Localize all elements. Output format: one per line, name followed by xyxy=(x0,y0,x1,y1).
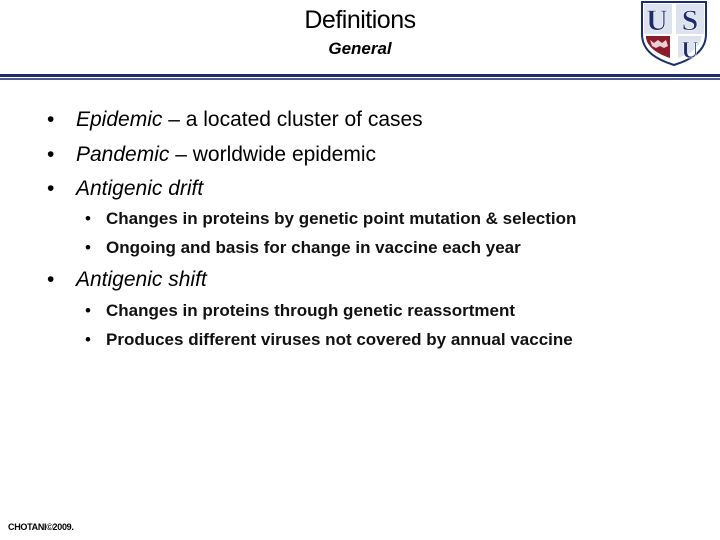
sub-bullet-drift-mutation: Changes in proteins by genetic point mutation & selection xyxy=(106,209,577,228)
slide-title: Definitions xyxy=(304,6,416,34)
bullet-text: – worldwide epidemic xyxy=(169,143,376,166)
sub-bullet-marker: • xyxy=(85,209,91,228)
bullet-term: Antigenic shift xyxy=(76,268,207,291)
bullet-text: – a located cluster of cases xyxy=(162,108,423,131)
bullet-item-epidemic xyxy=(76,108,423,132)
bullet-item-antigenic-drift xyxy=(76,177,203,201)
copyright-footer: CHOTANI©2009. xyxy=(8,522,74,532)
svg-text:S: S xyxy=(681,4,699,37)
svg-text:U: U xyxy=(681,38,699,64)
sub-bullet-marker: • xyxy=(85,330,91,349)
bullet-marker: • xyxy=(47,143,55,166)
sub-bullet-drift-vaccine: Ongoing and basis for change in vaccine each year xyxy=(106,238,521,257)
bullet-marker: • xyxy=(47,268,55,291)
bullet-marker: • xyxy=(47,108,55,131)
bullet-item-antigenic-shift xyxy=(76,268,207,292)
sub-bullet-shift-viruses: Produces different viruses not covered by annual vaccine xyxy=(106,330,573,349)
bullet-item-pandemic xyxy=(76,143,376,167)
header-divider xyxy=(0,74,720,77)
bullet-marker: • xyxy=(47,177,55,200)
header-divider-secondary xyxy=(0,78,720,80)
sub-bullet-marker: • xyxy=(85,301,91,320)
sub-bullet-shift-reassortment: Changes in proteins through genetic reassortment xyxy=(106,301,516,320)
svg-text:U: U xyxy=(646,4,668,37)
bullet-term: Pandemic xyxy=(76,143,170,166)
sub-bullet-marker: • xyxy=(85,238,91,257)
usu-shield-logo xyxy=(640,0,708,66)
bullet-term: Epidemic xyxy=(76,108,163,131)
bullet-term: Antigenic drift xyxy=(76,177,204,200)
slide-subtitle: General xyxy=(328,39,392,58)
